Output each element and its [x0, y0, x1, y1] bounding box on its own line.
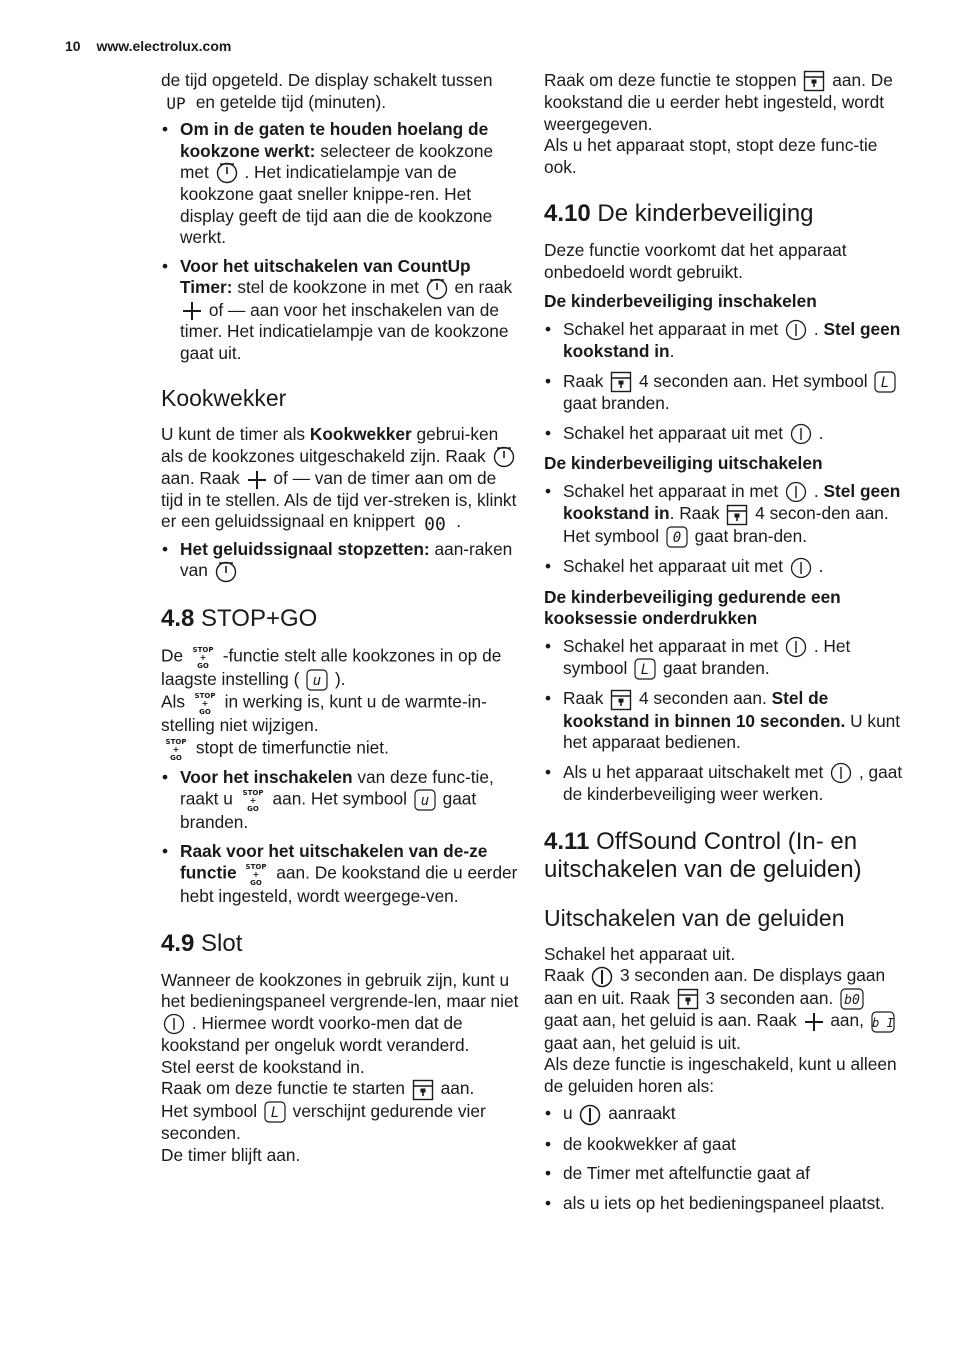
- display-l-icon: [634, 658, 656, 680]
- svg-text:GO: GO: [197, 661, 209, 669]
- subheading: De kinderbeveiliging inschakelen: [544, 291, 817, 312]
- paragraph: De STOP + GO -functie stelt alle kookzones in op de laagste instelling ( u ).: [161, 645, 502, 690]
- lock-key-icon: [726, 504, 748, 526]
- power-icon: [785, 636, 807, 658]
- svg-text:STOP: STOP: [165, 737, 187, 746]
- svg-text:L: L: [881, 375, 890, 392]
- bullet-list: [544, 1103, 904, 1214]
- paragraph: Het symbool L verschijnt gedurende vier seconden.: [161, 1100, 486, 1143]
- svg-text:GO: GO: [170, 753, 182, 761]
- paragraph: Als u het apparaat stopt, stopt deze func-tie ook.: [544, 135, 878, 177]
- svg-text:+: +: [253, 870, 260, 880]
- bullet-list: [544, 636, 904, 806]
- stop-go-icon: [192, 691, 218, 715]
- list-item: • Raak 4 seconden aan. Stel de kookstand in binnen 10 seconden. U kunt het apparaat bedienen.: [544, 688, 904, 753]
- bullet-list: [161, 119, 521, 364]
- lock-key-icon: [677, 988, 699, 1010]
- display-0-icon: [666, 526, 688, 548]
- svg-text:+: +: [199, 652, 207, 662]
- display-l-icon: [264, 1101, 286, 1123]
- svg-text:0: 0: [672, 530, 682, 547]
- timer-icon: [493, 446, 515, 468]
- svg-text:L: L: [270, 1105, 280, 1121]
- list-item: • Raak 4 seconden aan. Het symbool L gaat branden.: [544, 371, 904, 415]
- list-item: • Als u het apparaat uitschakelt met , gaat de kinderbeveiliging weer werken.: [544, 762, 904, 806]
- list-item: • Schakel het apparaat uit met .: [544, 423, 904, 445]
- section-title-4-9: 4.9 Slot: [161, 929, 243, 957]
- svg-text:STOP: STOP: [242, 789, 264, 798]
- subheading: De kinderbeveiliging gedurende een kooksessie onderdrukken: [544, 586, 841, 628]
- plus-icon: [182, 301, 202, 321]
- svg-text:L: L: [640, 662, 650, 679]
- list-item: • Schakel het apparaat in met . Stel geen kookstand in. Raak 4 secon-den aan. Het symbool 0 gaat bran-den.: [544, 481, 904, 548]
- right-column: [544, 70, 904, 1222]
- bullet-list: [161, 539, 521, 583]
- svg-text:00: 00: [424, 513, 447, 533]
- list-item: • Schakel het apparaat in met . Het symbool L gaat branden.: [544, 636, 904, 681]
- timer-icon: [215, 561, 237, 583]
- svg-text:GO: GO: [198, 708, 211, 716]
- paragraph: Raak 3 seconden aan. De displays gaan aan en uit. Raak 3 seconden aan. b0 gaat aan, het geluid is aan. Raak aan, b I gaat aan, het geluid is uit.: [544, 965, 894, 1053]
- list-item: • Schakel het apparaat uit met .: [544, 556, 904, 578]
- list-item: • als u iets op het bedieningspaneel plaatst.: [544, 1193, 904, 1215]
- svg-text:+: +: [201, 699, 209, 709]
- section-title-kookwekker: Kookwekker: [161, 385, 287, 412]
- list-item: • Het geluidssignaal stopzetten: aan-raken van: [161, 539, 521, 583]
- paragraph: STOP + GO stopt de timerfunctie niet.: [161, 737, 521, 761]
- svg-text:STOP: STOP: [246, 863, 267, 872]
- plus-icon: [804, 1012, 824, 1032]
- display-bi-icon: [871, 1011, 895, 1033]
- svg-text:b0: b0: [844, 993, 860, 1009]
- section-title-4-8: 4.8 STOP+GO: [161, 604, 318, 632]
- list-item: • Voor het uitschakelen van CountUp Timer: stel de kookzone in met en raak of — aan voor het inschakelen van de timer. Het indicatielampje van de kookzone gaat uit.: [161, 256, 521, 364]
- power-icon: [790, 557, 812, 579]
- svg-text:u: u: [312, 673, 322, 690]
- list-item: • Schakel het apparaat in met . Stel geen kookstand in.: [544, 319, 904, 363]
- paragraph: De timer blijft aan.: [161, 1144, 301, 1165]
- power-icon: [830, 762, 852, 784]
- svg-text:b I: b I: [871, 1015, 894, 1030]
- paragraph: Stel eerst de kookstand in.: [161, 1056, 365, 1077]
- paragraph: Als deze functie is ingeschakeld, kunt u alleen de geluiden horen als:: [544, 1054, 897, 1096]
- svg-text:GO: GO: [246, 805, 259, 813]
- power-icon: [591, 966, 613, 988]
- bullet-list: [544, 481, 904, 579]
- subheading: De kinderbeveiliging uitschakelen: [544, 453, 823, 474]
- timer-icon: [216, 162, 238, 184]
- svg-text:u: u: [420, 793, 429, 810]
- lock-key-icon: [412, 1079, 434, 1101]
- subsection-title: Uitschakelen van de geluiden: [544, 904, 845, 931]
- power-icon: [790, 423, 812, 445]
- page-number: 10: [65, 38, 81, 54]
- website-url: www.electrolux.com: [96, 38, 232, 54]
- display-b0-icon: [840, 988, 864, 1010]
- paragraph: Raak om deze functie te stoppen aan. De kookstand die u eerder hebt ingesteld, wordt weergegeven.: [544, 70, 893, 134]
- list-item: • de Timer met aftelfunctie gaat af: [544, 1163, 904, 1185]
- list-item: • Om in de gaten te houden hoelang de kookzone werkt: selecteer de kookzone met . Het indicatielampje van de kookzone gaat sneller knippe-ren. Het display geeft de tijd aan die de kookzone werkt.: [161, 119, 521, 249]
- svg-text:+: +: [249, 796, 257, 806]
- bullet-list: [544, 319, 904, 445]
- power-icon: [785, 481, 807, 503]
- stop-go-icon: [163, 737, 189, 761]
- power-icon: [785, 319, 807, 341]
- paragraph: Schakel het apparaat uit.: [544, 943, 736, 964]
- svg-text:UP: UP: [166, 93, 186, 113]
- lock-key-icon: [803, 70, 825, 92]
- power-icon: [163, 1013, 185, 1035]
- display-u-icon: [414, 789, 436, 811]
- paragraph: Raak om deze functie te starten aan.: [161, 1078, 521, 1100]
- paragraph: Wanneer de kookzones in gebruik zijn, kunt u het bedieningspaneel vergrende-len, maar niet . Hiermee wordt voorko-men dat de kookstand per ongeluk wordt veranderd.: [161, 969, 519, 1056]
- paragraph: Deze functie voorkomt dat het apparaat onbedoeld wordt gebruikt.: [544, 240, 847, 282]
- timer-icon: [426, 278, 448, 300]
- list-item: • u aanraakt: [544, 1103, 904, 1125]
- section-title-4-10: 4.10 De kinderbeveiliging: [544, 200, 814, 228]
- list-item: • de kookwekker af gaat: [544, 1134, 904, 1156]
- lock-key-icon: [610, 371, 632, 393]
- stop-go-icon: [240, 788, 266, 812]
- list-item: • Raak voor het uitschakelen van de-ze functie STOP + GO aan. De kookstand die u eerder hebt ingesteld, wordt weergege-ven.: [161, 841, 521, 908]
- plus-icon: [247, 470, 267, 490]
- svg-text:GO: GO: [250, 879, 263, 887]
- left-column: [161, 70, 521, 1166]
- section-title-4-11: 4.11 OffSound Control (In- en uitschakelen van de geluiden): [544, 827, 862, 883]
- power-icon: [579, 1104, 601, 1126]
- stop-go-icon: [243, 862, 269, 886]
- svg-text:+: +: [172, 744, 180, 754]
- stop-go-icon: [190, 645, 216, 669]
- paragraph: de tijd opgeteld. De display schakelt tussen UP en getelde tijd (minuten).: [161, 70, 493, 113]
- paragraph: U kunt de timer als Kookwekker gebrui-ken als de kookzones uitgeschakeld zijn. Raak aan. Raak of — van de timer aan om de tijd in te stellen. Als de tijd ver-streken is, klinkt er een geluidssignaal en knippert 00 .: [161, 424, 517, 533]
- svg-text:STOP: STOP: [192, 645, 214, 654]
- display-up-icon: [163, 93, 189, 113]
- list-item: • Voor het inschakelen van deze func-tie, raakt u STOP + GO aan. Het symbool u gaat branden.: [161, 767, 521, 834]
- display-00-icon: [421, 513, 449, 533]
- bullet-list: [161, 767, 521, 908]
- display-l-icon: [874, 371, 896, 393]
- svg-text:STOP: STOP: [194, 692, 216, 701]
- lock-key-icon: [610, 689, 632, 711]
- page-header: [65, 38, 231, 54]
- display-u-icon: [306, 669, 328, 691]
- paragraph: Als STOP + GO in werking is, kunt u de warmte-in-stelling niet wijzigen.: [161, 691, 487, 736]
